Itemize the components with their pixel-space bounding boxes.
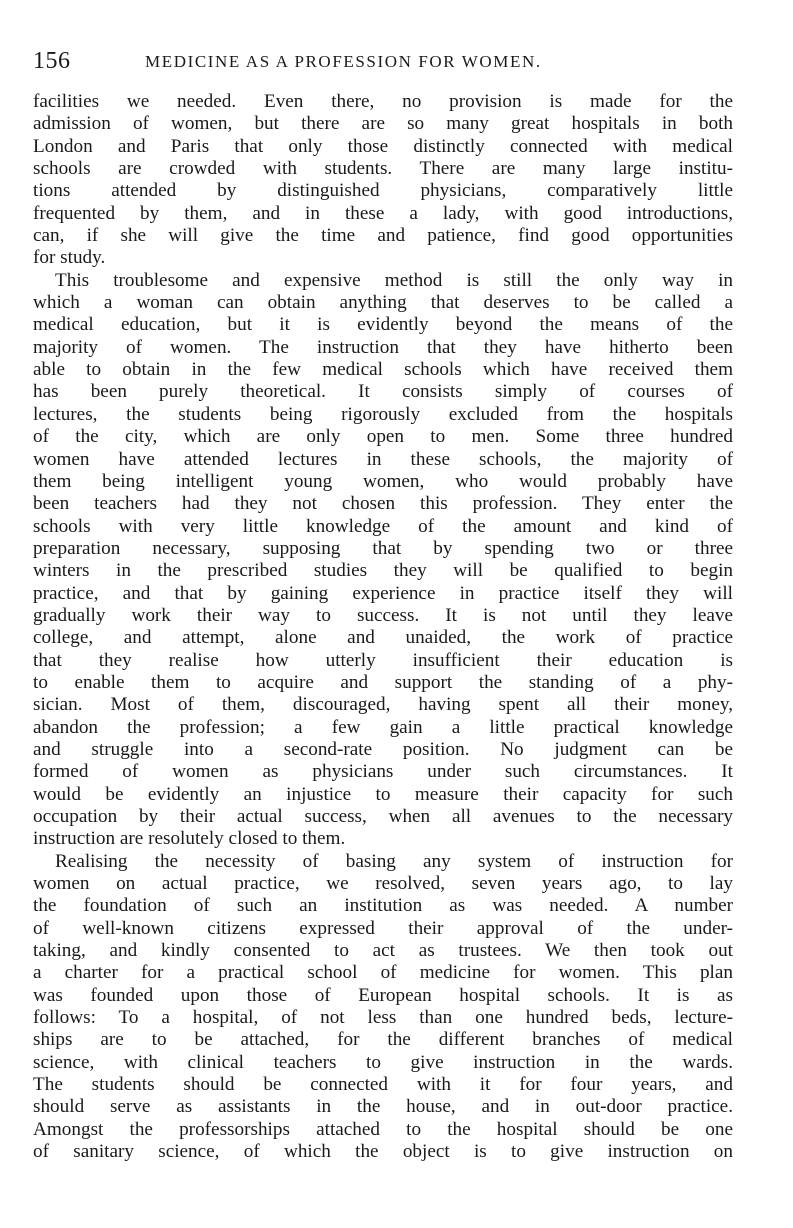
- text-line: schools with very little knowledge of the amount and kind of: [33, 515, 733, 537]
- text-line: and struggle into a second-rate position. No judgment can be: [33, 738, 733, 760]
- text-line: facilities we needed. Even there, no provision is made for the: [33, 91, 733, 112]
- text-line: science, with clinical teachers to give instruction in the wards.: [33, 1051, 733, 1073]
- page-number: 156: [33, 48, 71, 74]
- running-title: MEDICINE AS A PROFESSION FOR WOMEN.: [145, 52, 542, 71]
- text-line: has been purely theoretical. It consists simply of courses of: [33, 381, 733, 403]
- text-line: of the city, which are only open to men. Some three hundred: [33, 426, 733, 448]
- text-line: frequented by them, and in these a lady, with good introductions,: [33, 202, 733, 224]
- text-line: able to obtain in the few medical schools which have received them: [33, 359, 733, 381]
- text-line: for study.: [33, 247, 106, 269]
- text-line: abandon the profession; a few gain a little practical knowledge: [33, 716, 733, 738]
- text-line: a charter for a practical school of medicine for women. This plan: [33, 962, 733, 984]
- text-line: lectures, the students being rigorously excluded from the hospitals: [33, 403, 733, 425]
- text-line: should serve as assistants in the house, and in out-door practice.: [33, 1096, 733, 1118]
- text-line: them being intelligent young women, who would probably have: [33, 470, 733, 492]
- text-line: of well-known citizens expressed their approval of the under-: [33, 917, 733, 939]
- text-line: gradually work their way to success. It is not until they leave: [33, 604, 733, 626]
- text-line: Realising the necessity of basing any system of instruction for: [55, 850, 733, 872]
- text-line: winters in the prescribed studies they will be qualified to begin: [33, 560, 733, 582]
- text-line: follows: To a hospital, of not less than one hundred beds, lecture-: [33, 1007, 733, 1029]
- text-line: schools are crowded with students. There are many large institu-: [33, 158, 733, 180]
- text-line: college, and attempt, alone and unaided, the work of practice: [33, 627, 733, 649]
- text-line: The students should be connected with it for four years, and: [33, 1074, 733, 1096]
- page-header: [33, 48, 733, 78]
- text-line: women on actual practice, we resolved, seven years ago, to lay: [33, 873, 733, 895]
- text-line: instruction are resolutely closed to them.: [33, 828, 346, 850]
- text-line: medical education, but it is evidently beyond the means of the: [33, 314, 733, 336]
- text-line: preparation necessary, supposing that by spending two or three: [33, 537, 733, 559]
- text-line: would be evidently an injustice to measure their capacity for such: [33, 783, 733, 805]
- text-line: women have attended lectures in these schools, the majority of: [33, 448, 733, 470]
- text-line: taking, and kindly consented to act as trustees. We then took out: [33, 940, 733, 962]
- text-line: sician. Most of them, discouraged, having spent all their money,: [33, 694, 733, 716]
- text-line: admission of women, but there are so many great hospitals in both: [33, 113, 733, 135]
- text-line: been teachers had they not chosen this profession. They enter the: [33, 493, 733, 515]
- text-line: ships are to be attached, for the different branches of medical: [33, 1029, 733, 1051]
- text-line: This troublesome and expensive method is still the only way in: [55, 269, 733, 291]
- text-line: which a woman can obtain anything that deserves to be called a: [33, 292, 733, 314]
- text-line: to enable them to acquire and support the standing of a phy-: [33, 671, 733, 693]
- text-line: practice, and that by gaining experience in practice itself they will: [33, 582, 733, 604]
- text-line: that they realise how utterly insufficient their education is: [33, 649, 733, 671]
- text-line: occupation by their actual success, when all avenues to the necessary: [33, 806, 733, 827]
- text-line: formed of women as physicians under such circumstances. It: [33, 761, 733, 783]
- text-line: London and Paris that only those distinctly connected with medical: [33, 135, 733, 157]
- text-line: tions attended by distinguished physicians, comparatively little: [33, 180, 733, 202]
- text-line: can, if she will give the time and patience, find good opportunities: [33, 225, 733, 247]
- body-text: [33, 91, 733, 1164]
- text-line: was founded upon those of European hospital schools. It is as: [33, 984, 733, 1006]
- text-line: the foundation of such an institution as was needed. A number: [33, 895, 733, 917]
- text-line: of sanitary science, of which the object is to give instruction on: [33, 1141, 733, 1163]
- text-line: Amongst the professorships attached to the hospital should be one: [33, 1118, 733, 1140]
- text-line: majority of women. The instruction that they have hitherto been: [33, 336, 733, 358]
